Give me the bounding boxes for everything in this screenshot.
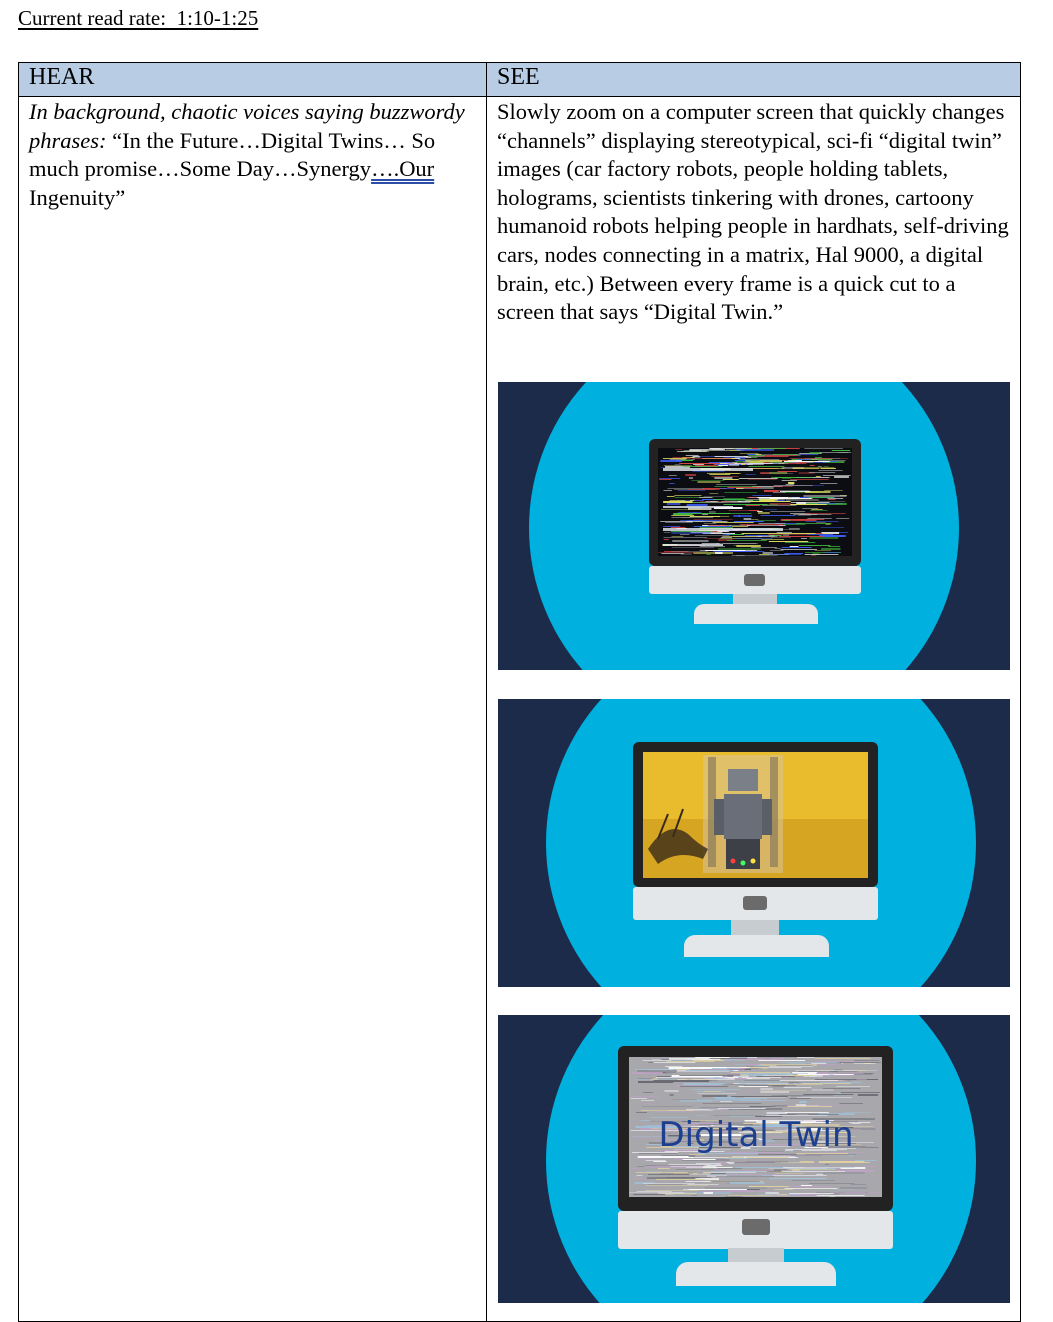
screen-title-text: Digital Twin <box>658 1115 854 1155</box>
header-hear: HEAR <box>29 64 95 90</box>
hear-italic-intro: In background, chaotic voices saying buzzwordy phrases: <box>29 99 465 153</box>
storyboard-frame-robot <box>498 699 1010 987</box>
monitor-illustration-static <box>498 382 1010 670</box>
table-header-row <box>19 63 1020 97</box>
monitor-illustration-robot <box>498 699 1010 987</box>
hear-quote-part2: Ingenuity” <box>29 184 126 210</box>
storyboard-frame-static <box>498 382 1010 670</box>
hear-quote-flagged: ….Our <box>371 156 435 182</box>
storyboard-frame-title <box>498 1015 1010 1303</box>
column-divider <box>486 63 487 1321</box>
monitor-illustration-title <box>498 1015 1010 1303</box>
hear-cell <box>29 98 479 212</box>
hear-quote-part1: “In the Future…Digital Twins… So much promise…Some Day…Synergy <box>29 127 436 182</box>
see-cell: Slowly zoom on a computer screen that quickly changes “channels” displaying stereotypical, sci-fi “digital twin” images (car factory robots, people holding tablets, holograms, scientists tinkering with drones, cartoony humanoid robots helping people in hardhats, self-driving cars, nodes connecting in a matrix, Hal 9000, a digital brain, etc.) Between every frame is a quick cut to a screen that says “Digital Twin.” <box>497 99 1009 325</box>
read-rate-line: Current read rate: 1:10-1:25 <box>18 6 259 30</box>
header-see: SEE <box>497 64 540 90</box>
hear-see-table <box>18 62 1021 1322</box>
